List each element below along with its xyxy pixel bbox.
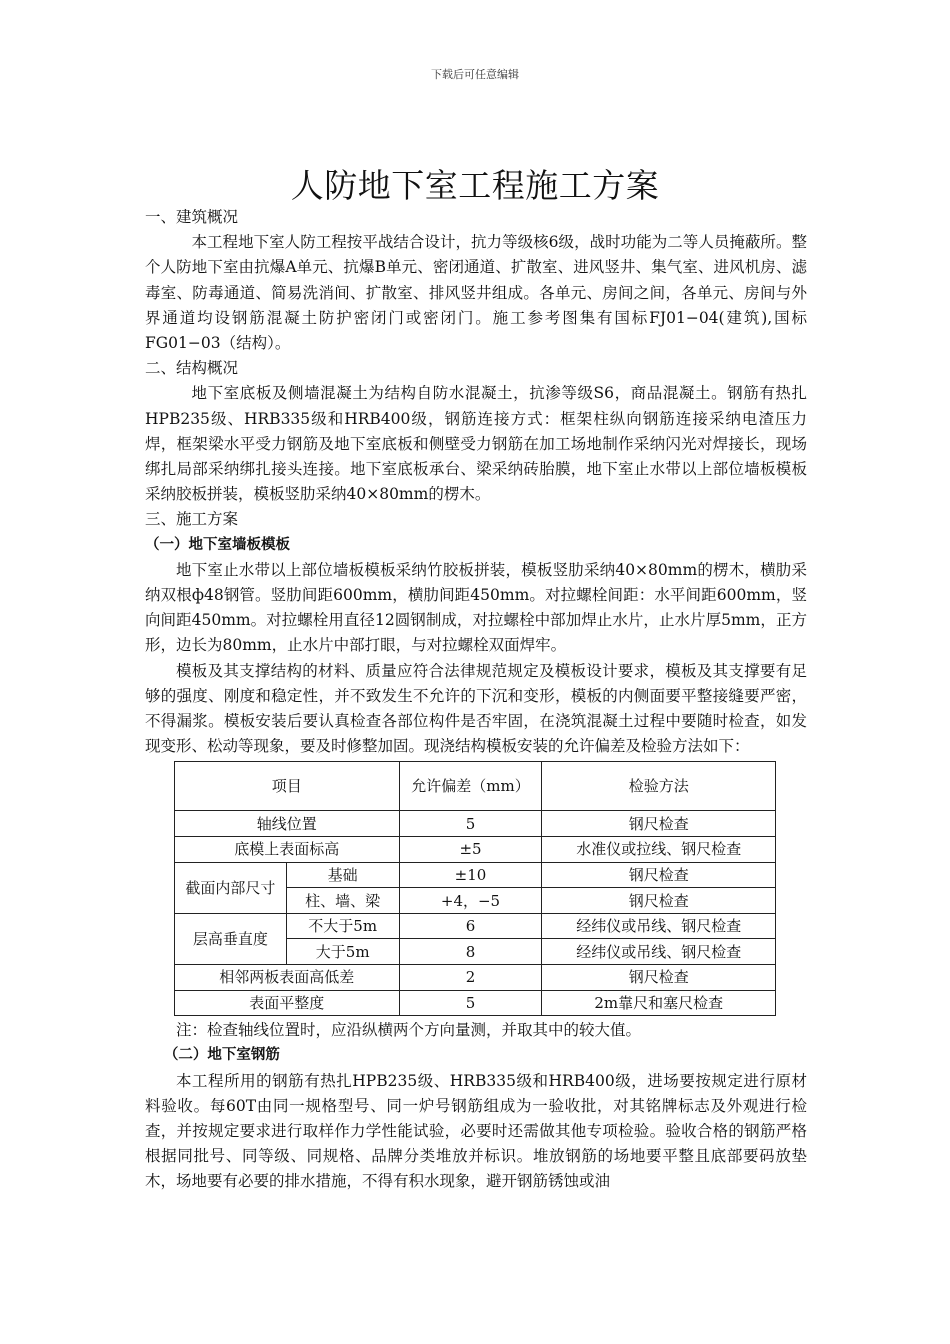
table-cell: 轴线位置 <box>175 811 400 837</box>
paragraph-formwork-1: 地下室止水带以上部位墙板模板采纳竹胶板拼装，模板竖肋采纳40×80mm的楞木，横肋采纳双根ф48钢管。竖肋间距600mm，横肋间距450mm。对拉螺栓间距：水平间距600mm，竖向间距450mm。对拉螺栓用直径12圆钢制成，对拉螺栓中部加焊止水片，止水片厚5mm，正方形，边长为80mm，止水片中部打眼，与对拉螺栓双面焊牢。 <box>145 560 807 655</box>
table-cell: 底模上表面标高 <box>175 837 400 863</box>
table-cell: 钢尺检查 <box>542 965 776 991</box>
table-cell: 2 <box>399 965 542 991</box>
subheading-wall-formwork: （一）地下室墙板模板 <box>145 536 290 553</box>
table-cell: 基础 <box>286 862 399 888</box>
tolerance-table <box>174 761 776 1016</box>
paragraph-formwork-2: 模板及其支撑结构的材料、质量应符合法律规范规定及模板设计要求，模板及其支撑要有足够的强度、刚度和稳定性，并不致发生不允许的下沉和变形，模板的内侧面要平整接缝要严密，不得漏浆。模板安装后要认真检查各部位构件是否牢固，在浇筑混凝土过程中要随时检查，如发现变形、松动等现象，要及时修整加固。现浇结构模板安装的允许偏差及检验方法如下： <box>145 661 807 756</box>
table-header-method: 检验方法 <box>542 762 776 811</box>
section-heading-building: 一、建筑概况 <box>145 208 239 226</box>
table-cell: +4，−5 <box>399 888 542 914</box>
table-cell: 表面平整度 <box>175 990 400 1016</box>
table-cell: 大于5m <box>286 939 399 965</box>
section-heading-construction: 三、施工方案 <box>145 510 239 529</box>
table-cell: 钢尺检查 <box>542 811 776 837</box>
table-cell: 柱、墙、梁 <box>286 888 399 914</box>
table-cell: ±10 <box>399 862 542 888</box>
table-header-deviation: 允许偏差（mm） <box>399 762 542 811</box>
table-row <box>175 990 776 1016</box>
table-row <box>175 811 776 837</box>
document-body <box>145 205 807 1195</box>
section-heading-structure: 二、结构概况 <box>145 359 239 378</box>
table-cell: 不大于5m <box>286 913 399 939</box>
table-cell: 水准仪或拉线、钢尺检查 <box>542 837 776 863</box>
table-header-row <box>175 762 776 811</box>
table-cell: 相邻两板表面高低差 <box>175 965 400 991</box>
table-cell: 2m靠尺和塞尺检查 <box>542 990 776 1016</box>
table-group-cell: 截面内部尺寸 <box>175 862 287 913</box>
page-header: 下载后可任意编辑 <box>431 68 519 81</box>
table-row <box>175 913 776 939</box>
table-cell: 经纬仪或吊线、钢尺检查 <box>542 913 776 939</box>
paragraph-building-overview: 本工程地下室人防工程按平战结合设计，抗力等级核6级，战时功能为二等人员掩蔽所。整个人防地下室由抗爆A单元、抗爆B单元、密闭通道、扩散室、进风竖井、集气室、进风机房、滤毒室、防毒通道、简易洗消间、扩散室、排风竖井组成。各单元、房间之间，各单元、房间与外界通道均设钢筋混凝土防护密闭门或密闭门。施工参考图集有国标FJ01−04(建筑),国标FG01−03（结构）。 <box>145 233 807 353</box>
table-group-cell: 层高垂直度 <box>175 913 287 964</box>
subheading-rebar: （二）地下室钢筋 <box>163 1047 280 1064</box>
table-row <box>175 862 776 888</box>
table-cell: 5 <box>399 990 542 1016</box>
document-title: 人防地下室工程施工方案 <box>290 166 660 205</box>
table-note: 注：检查轴线位置时，应沿纵横两个方向量测，并取其中的较大值。 <box>176 1021 642 1040</box>
table-row <box>175 837 776 863</box>
table-header-item: 项目 <box>175 762 400 811</box>
table-cell: 钢尺检查 <box>542 862 776 888</box>
table-cell: 5 <box>399 811 542 837</box>
table-cell: 6 <box>399 913 542 939</box>
paragraph-structure-overview: 地下室底板及侧墙混凝土为结构自防水混凝土，抗渗等级S6，商品混凝土。钢筋有热扎HPB235级、HRB335级和HRB400级，钢筋连接方式：框架柱纵向钢筋连接采纳电渣压力焊，框架梁水平受力钢筋及地下室底板和侧壁受力钢筋在加工场地制作采纳闪光对焊接长，现场绑扎局部采纳绑扎接头连接。地下室底板承台、梁采纳砖胎膜，地下室止水带以上部位墙板模板采纳胶板拼装，模板竖肋采纳40×80mm的楞木。 <box>145 384 807 504</box>
table-cell: ±5 <box>399 837 542 863</box>
table-cell: 钢尺检查 <box>542 888 776 914</box>
table-cell: 经纬仪或吊线、钢尺检查 <box>542 939 776 965</box>
table-row <box>175 965 776 991</box>
table-cell: 8 <box>399 939 542 965</box>
paragraph-rebar: 本工程所用的钢筋有热扎HPB235级、HRB335级和HRB400级，进场要按规定进行原材料验收。每60T由同一规格型号、同一炉号钢筋组成为一验收批，对其铭牌标志及外观进行检查，并按规定要求进行取样作力学性能试验，必要时还需做其他专项检验。验收合格的钢筋严格根据同批号、同等级、同规格、品牌分类堆放并标识。堆放钢筋的场地要平整且底部要码放垫木，场地要有必要的排水措施，不得有积水现象，避开钢筋锈蚀或油 <box>145 1071 807 1191</box>
